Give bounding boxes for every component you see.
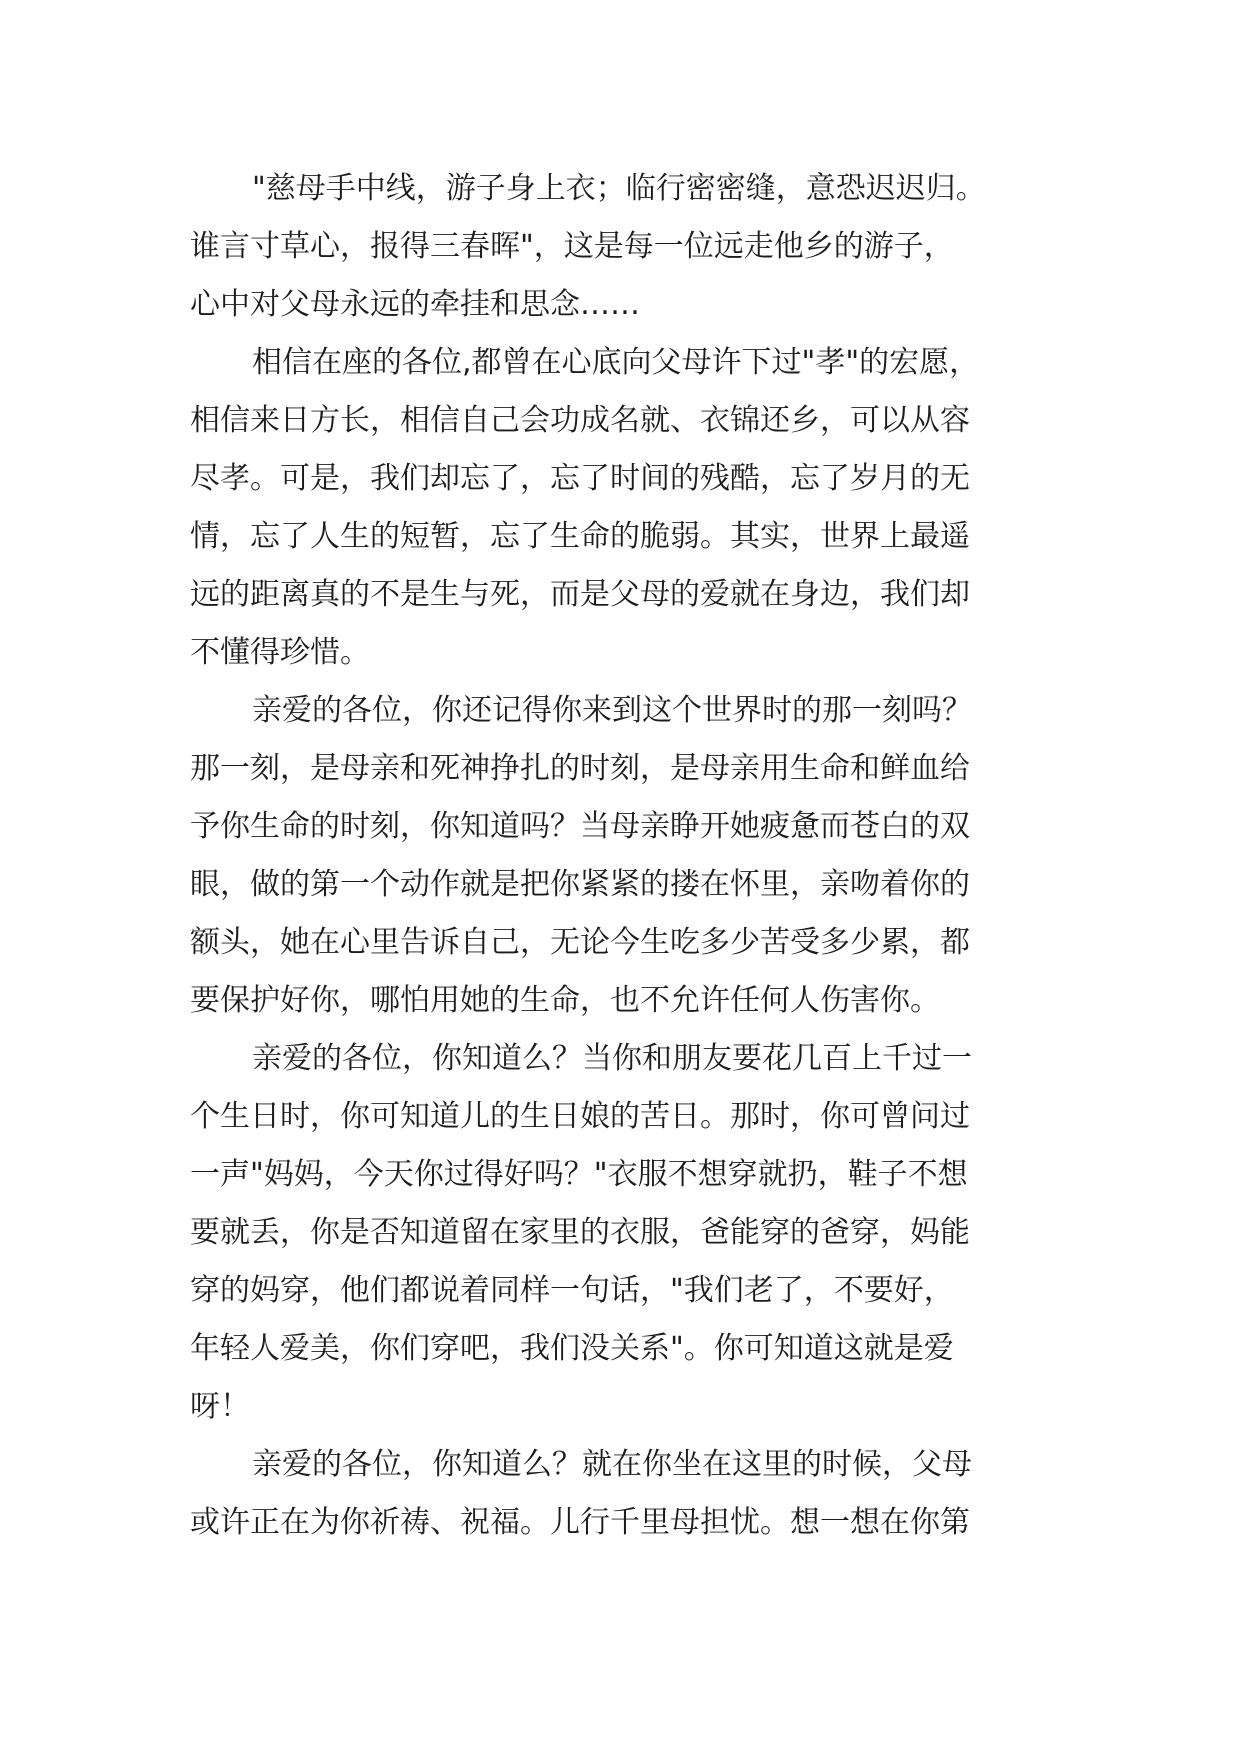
text-line: 不懂得珍惜。 [190, 635, 370, 670]
text-line: 穿的妈穿，他们都说着同样一句话，"我们老了，不要好， [190, 1273, 954, 1308]
text-line: 谁言寸草心，报得三春晖"，这是每一位远走他乡的游子， [190, 229, 954, 264]
text-line: 要保护好你，哪怕用她的生命，也不允许任何人伤害你。 [190, 983, 940, 1018]
text-line: 尽孝。可是，我们却忘了，忘了时间的残酷，忘了岁月的无 [190, 461, 970, 496]
text-line: 年轻人爱美，你们穿吧，我们没关系"。你可知道这就是爱 [190, 1331, 954, 1366]
text-line: 额头，她在心里告诉自己，无论今生吃多少苦受多少累，都 [190, 925, 970, 960]
paragraph [190, 334, 1070, 682]
text-line: "慈母手中线，游子身上衣；临行密密缝，意恐迟迟归。 [252, 171, 986, 206]
paragraph [190, 160, 1070, 334]
text-line: 情，忘了人生的短暂，忘了生命的脆弱。其实，世界上最遥 [190, 519, 970, 554]
text-line: 个生日时，你可知道儿的生日娘的苦日。那时，你可曾问过 [190, 1099, 970, 1134]
text-line: 一声"妈妈，今天你过得好吗？"衣服不想穿就扔，鞋子不想 [190, 1157, 968, 1192]
text-line: 或许正在为你祈祷、祝福。儿行千里母担忧。想一想在你第 [190, 1505, 970, 1540]
text-line: 呀！ [190, 1389, 250, 1424]
text-line: 要就丢，你是否知道留在家里的衣服，爸能穿的爸穿，妈能 [190, 1215, 970, 1250]
text-line: 亲爱的各位，你知道么？当你和朋友要花几百上千过一 [252, 1041, 972, 1076]
text-line: 那一刻，是母亲和死神挣扎的时刻，是母亲用生命和鲜血给 [190, 751, 970, 786]
paragraph [190, 1030, 1070, 1436]
text-line: 相信在座的各位,都曾在心底向父母许下过"孝"的宏愿， [252, 345, 980, 380]
text-line: 相信来日方长，相信自己会功成名就、衣锦还乡，可以从容 [190, 403, 970, 438]
text-line: 亲爱的各位，你知道么？就在你坐在这里的时候，父母 [252, 1447, 972, 1482]
paragraph [190, 682, 1070, 1030]
text-line: 予你生命的时刻，你知道吗？当母亲睁开她疲惫而苍白的双 [190, 809, 970, 844]
text-line: 眼，做的第一个动作就是把你紧紧的搂在怀里，亲吻着你的 [190, 867, 970, 902]
paragraph [190, 1436, 1070, 1552]
text-line: 远的距离真的不是生与死，而是父母的爱就在身边，我们却 [190, 577, 970, 612]
document-page [190, 160, 1070, 1552]
text-line: 亲爱的各位，你还记得你来到这个世界时的那一刻吗？ [252, 693, 972, 728]
text-line: 心中对父母永远的牵挂和思念…… [190, 287, 640, 322]
